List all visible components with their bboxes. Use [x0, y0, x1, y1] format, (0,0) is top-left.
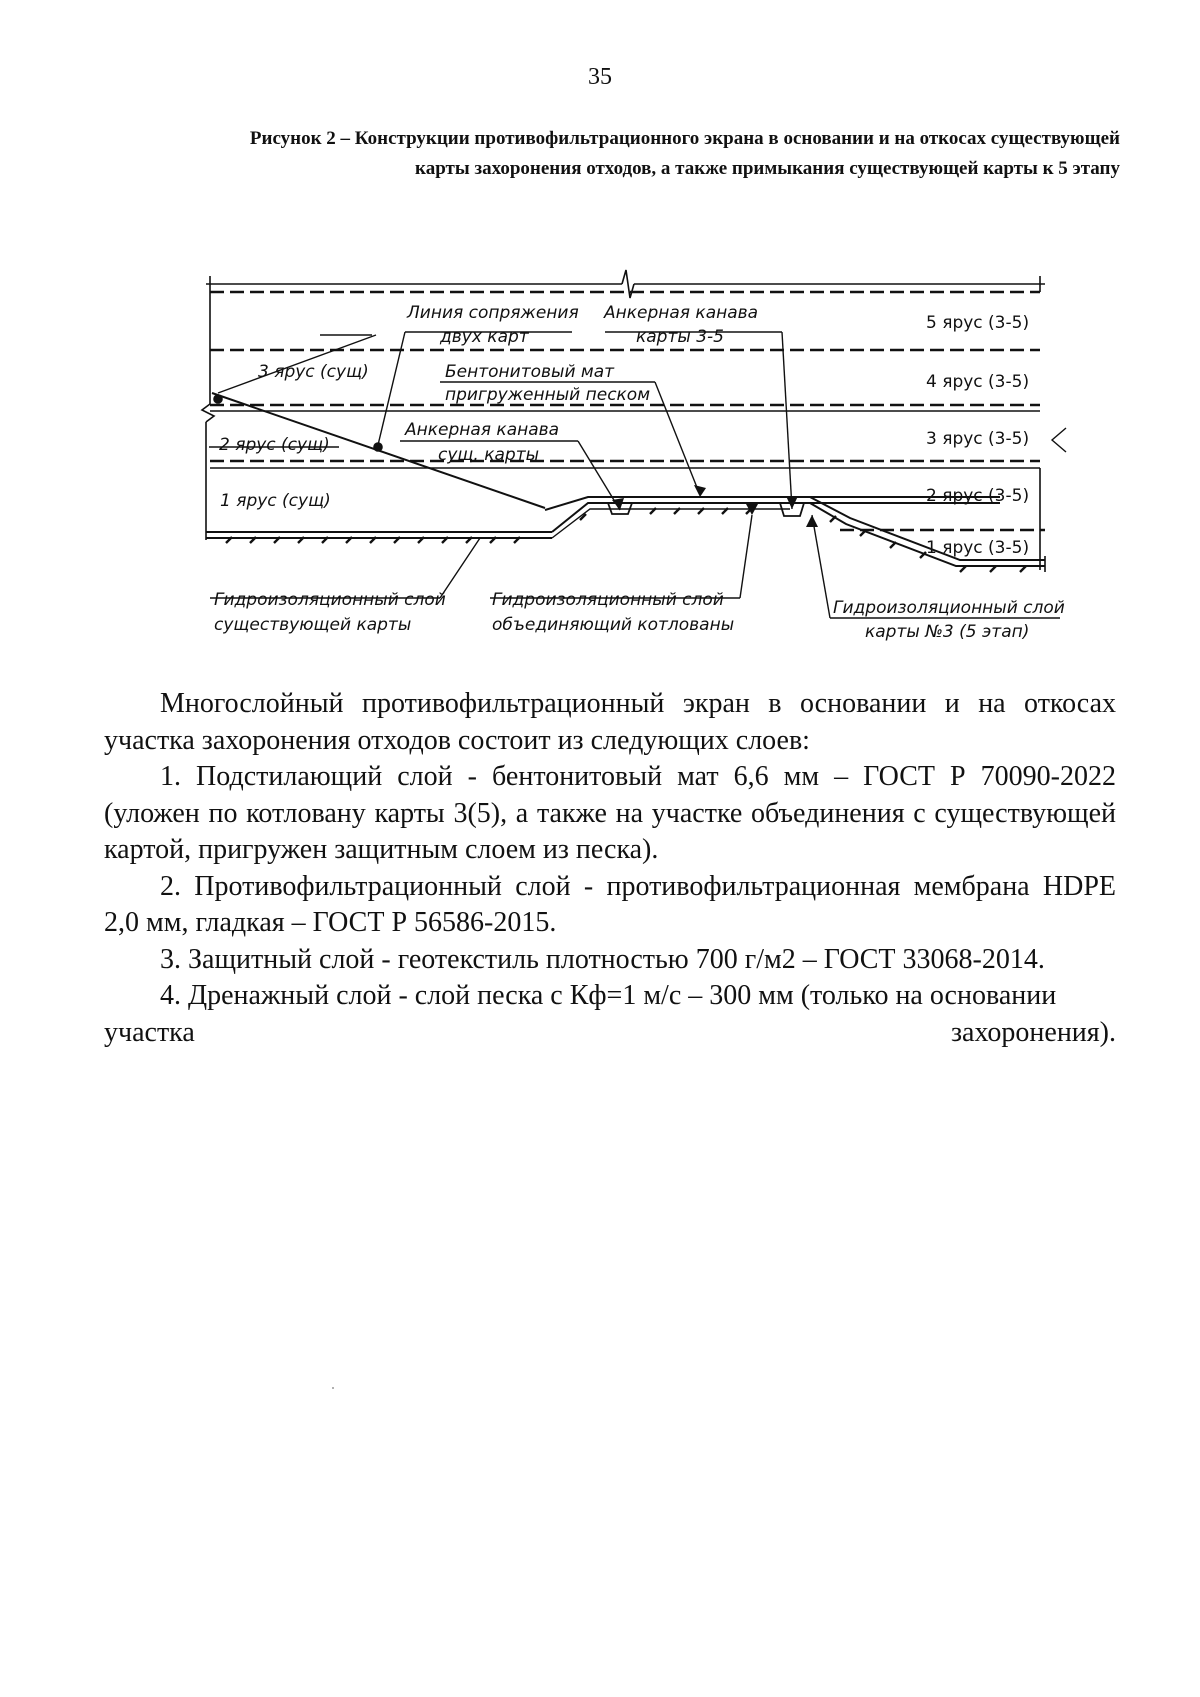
label-anchor-trench-map-2: карты 3-5 [636, 327, 724, 347]
label-waterproof-joint-1: Гидроизоляционный слой [492, 590, 724, 610]
label-waterproof-existing-2: существующей карты [214, 615, 412, 635]
label-tier1-new: 1 ярус (3-5) [926, 538, 1030, 558]
body-item-1: 1. Подстилающий слой - бентонитовый мат 6,6 мм – ГОСТ Р 70090-2022 (уложен по котловану карты 3(5), а также на участке объединения с существующей картой, пригружен защитным слоем из песка). [104, 761, 1116, 865]
scan-speck [332, 1387, 334, 1389]
body-item-4-end-right: захоронения). [950, 1016, 1116, 1048]
label-waterproof-map3-1: Гидроизоляционный слой [833, 598, 1065, 618]
label-waterproof-existing-1: Гидроизоляционный слой [214, 590, 446, 610]
label-tier4-new: 4 ярус (3-5) [926, 372, 1030, 392]
body-item-3: 3. Защитный слой - геотекстиль плотностью 700 г/м2 – ГОСТ 33068-2014. [160, 943, 1045, 975]
caption-line-2: карты захоронения отходов, а также примыкания существующей карты к 5 этапу [415, 158, 1120, 179]
label-anchor-trench-existing-1: Анкерная канава [405, 420, 560, 440]
label-anchor-trench-map-1: Анкерная канава [604, 303, 759, 323]
label-tier2-existing: 2 ярус (сущ) [219, 435, 330, 455]
label-tier1-existing: 1 ярус (сущ) [220, 491, 331, 511]
body-item-2: 2. Противофильтрационный слой - противофильтрационная мембрана HDPE 2,0 мм, гладкая – ГОСТ Р 56586-2015. [104, 870, 1116, 938]
label-anchor-trench-existing-2: сущ. карты [438, 445, 540, 465]
caption-line-1: Рисунок 2 – Конструкции противофильтрационного экрана в основании и на откосах существующей [249, 128, 1120, 149]
body-intro: Многослойный противофильтрационный экран в основании и на откосах участка захоронения отходов состоит из следующих слоев: [104, 688, 1116, 756]
label-tier3-new: 3 ярус (3-5) [926, 429, 1030, 449]
label-tier3-existing: 3 ярус (сущ) [258, 362, 369, 382]
label-junction-line-2: двух карт [440, 327, 529, 347]
page-number: 35 [588, 64, 612, 90]
label-bentonite-mat-1: Бентонитовый мат [445, 362, 615, 382]
label-bentonite-mat-2: пригруженный песком [445, 385, 651, 405]
body-item-4: 4. Дренажный слой - слой песка с Кф=1 м/с – 300 мм (только на основании [160, 980, 1057, 1011]
body-text [104, 686, 1116, 1051]
label-waterproof-joint-2: объединяющий котлованы [492, 615, 735, 635]
label-waterproof-map3-2: карты №3 (5 этап) [865, 622, 1030, 642]
label-tier5-new: 5 ярус (3-5) [926, 313, 1030, 333]
label-tier2-new: 2 ярус (3-5) [926, 486, 1030, 506]
body-item-4-end [104, 1015, 1116, 1052]
body-item-4-end-left: участка [104, 1016, 195, 1048]
label-junction-line-1: Линия сопряжения [407, 303, 579, 323]
